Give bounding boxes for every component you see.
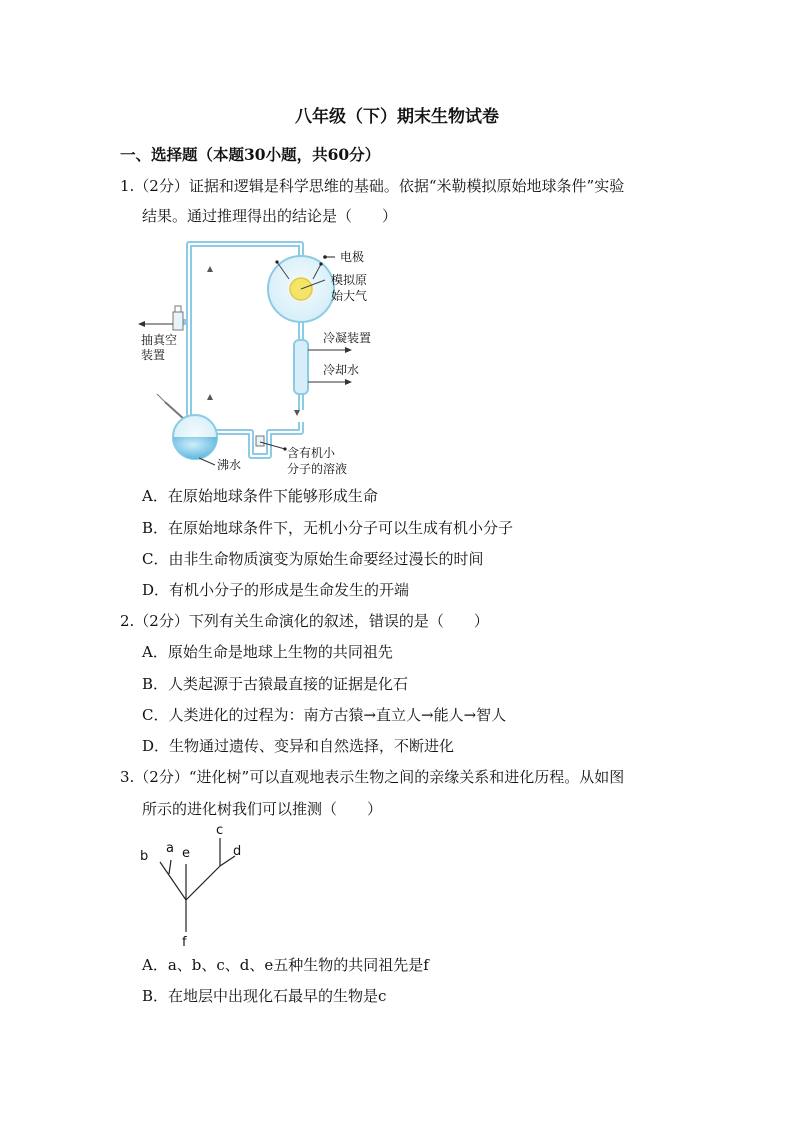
q3-stem-line2: 所示的进化树我们可以推测（ ）	[142, 800, 383, 818]
q2-option-a: A．原始生命是地球上生物的共同祖先	[142, 643, 393, 661]
q1-option-b: B．在原始地球条件下，无机小分子可以生成有机小分子	[142, 519, 514, 537]
label-atmosphere-2: 始大气	[331, 289, 368, 303]
q3-option-a: A．a、b、c、d、e五种生物的共同祖先是f	[142, 956, 429, 974]
label-cooling-water: 冷却水	[323, 363, 360, 377]
label-boiling-water: 沸水	[217, 458, 242, 472]
tree-label-c: c	[216, 823, 224, 838]
label-vacuum-1: 抽真空	[141, 333, 178, 347]
q2-stem: 2.（2分）下列有关生命演化的叙述，错误的是（ ）	[120, 612, 489, 630]
tree-label-d: d	[233, 844, 242, 859]
q1-option-c: C．由非生命物质演变为原始生命要经过漫长的时间	[142, 550, 484, 568]
tree-label-f: f	[182, 935, 187, 950]
q2-option-b: B．人类起源于古猿最直接的证据是化石	[142, 675, 409, 693]
q1-option-a: A．在原始地球条件下能够形成生命	[142, 487, 378, 505]
q1-stem-line1: 1.（2分）证据和逻辑是科学思维的基础。依据“米勒模拟原始地球条件”实验	[120, 177, 625, 195]
q2-option-c: C．人类进化的过程为：南方古猿→直立人→能人→智人	[142, 706, 507, 724]
label-solution-2: 分子的溶液	[287, 462, 348, 476]
tree-label-b: b	[140, 849, 149, 864]
q2-option-d: D．生物通过遗传、变异和自然选择，不断进化	[142, 737, 455, 755]
page-title: 八年级（下）期末生物试卷	[295, 107, 499, 127]
label-atmosphere-1: 模拟原	[331, 273, 368, 287]
q1-option-d: D．有机小分子的形成是生命发生的开端	[142, 581, 410, 599]
q3-stem-line1: 3.（2分）“进化树”可以直观地表示生物之间的亲缘关系和进化历程。从如图	[120, 768, 625, 786]
evolution-tree-figure	[138, 822, 258, 950]
q1-stem-line2: 结果。通过推理得出的结论是（ ）	[142, 207, 398, 225]
miller-experiment-figure	[135, 232, 395, 477]
condenser	[294, 340, 308, 394]
tree-label-a: a	[166, 841, 174, 856]
label-vacuum-2: 装置	[141, 348, 166, 362]
q3-option-b: B．在地层中出现化石最早的生物是c	[142, 987, 387, 1005]
label-solution-1: 含有机小	[287, 446, 336, 460]
vacuum-stopcock	[138, 306, 183, 330]
section-heading: 一、选择题（本题30小题，共60分）	[120, 145, 381, 164]
label-condenser: 冷凝装置	[323, 331, 372, 345]
label-electrode: 电极	[340, 250, 365, 264]
tree-label-e: e	[182, 846, 190, 861]
